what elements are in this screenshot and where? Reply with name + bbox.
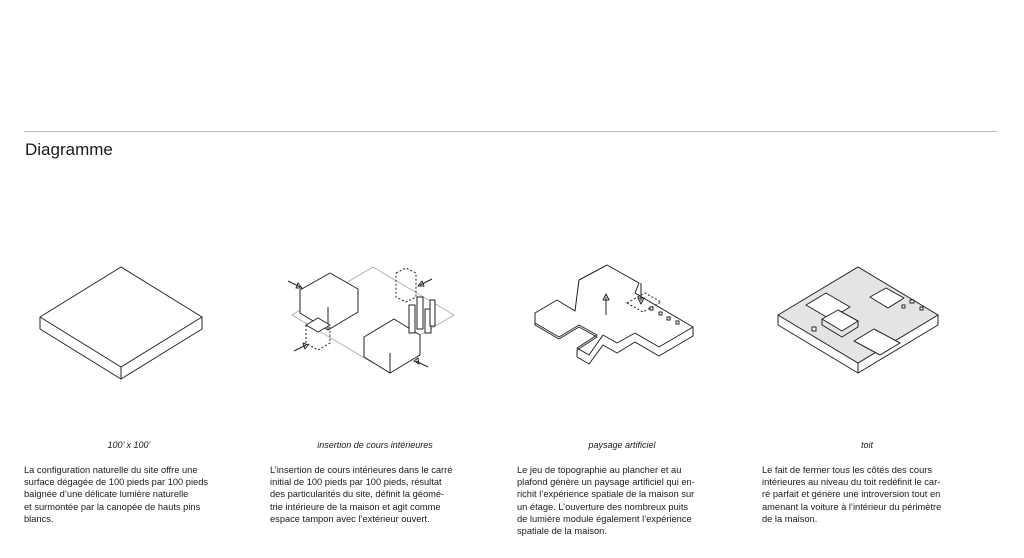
panel-description: Le fait de fermer tous les côtés des cours intérieures au niveau du toit redéfinit le car- ré parfait et génère une introversion tout en amenant la voiture à l’intérieur du périmètre de la maison. [762,465,942,524]
page-title: Diagramme [25,140,113,159]
panel-caption: toit [860,440,873,450]
panel-caption: insertion de cours intérieures [317,440,433,450]
diagram-panel-site [24,245,254,545]
courtyards-diagram [270,245,500,435]
diagram-panel-landscape [517,245,747,545]
diagram-panel-courtyards [270,245,500,545]
diagram-panel-roof [762,245,992,545]
header-divider [24,131,997,132]
panel-caption: 100’ x 100’ [107,440,151,450]
panel-description: La configuration naturelle du site offre une surface dégagée de 100 pieds par 100 pieds baignée d’une délicate lumière naturelle et surmontée par la canopée de hauts pins blancs. [24,465,209,524]
panel-description: L’insertion de cours intérieures dans le carré initial de 100 pieds par 100 pieds, résultat des particularités du site, définit la géomé- trie intérieure de la maison et agit comme espace tampon avec l’extérieur ouvert. [270,465,453,524]
site-slab-diagram [24,245,254,435]
panel-description: Le jeu de topographie au plancher et au plafond génère un paysage artificiel qui en- richit l’expérience spatiale de la maison sur un étage. L’ouverture des nombreux puits de lumière module également l’expérience spatiale de la maison. [517,465,695,537]
panel-caption: paysage artificiel [588,440,656,450]
roof-diagram [762,245,992,435]
artificial-landscape-diagram [517,245,747,435]
